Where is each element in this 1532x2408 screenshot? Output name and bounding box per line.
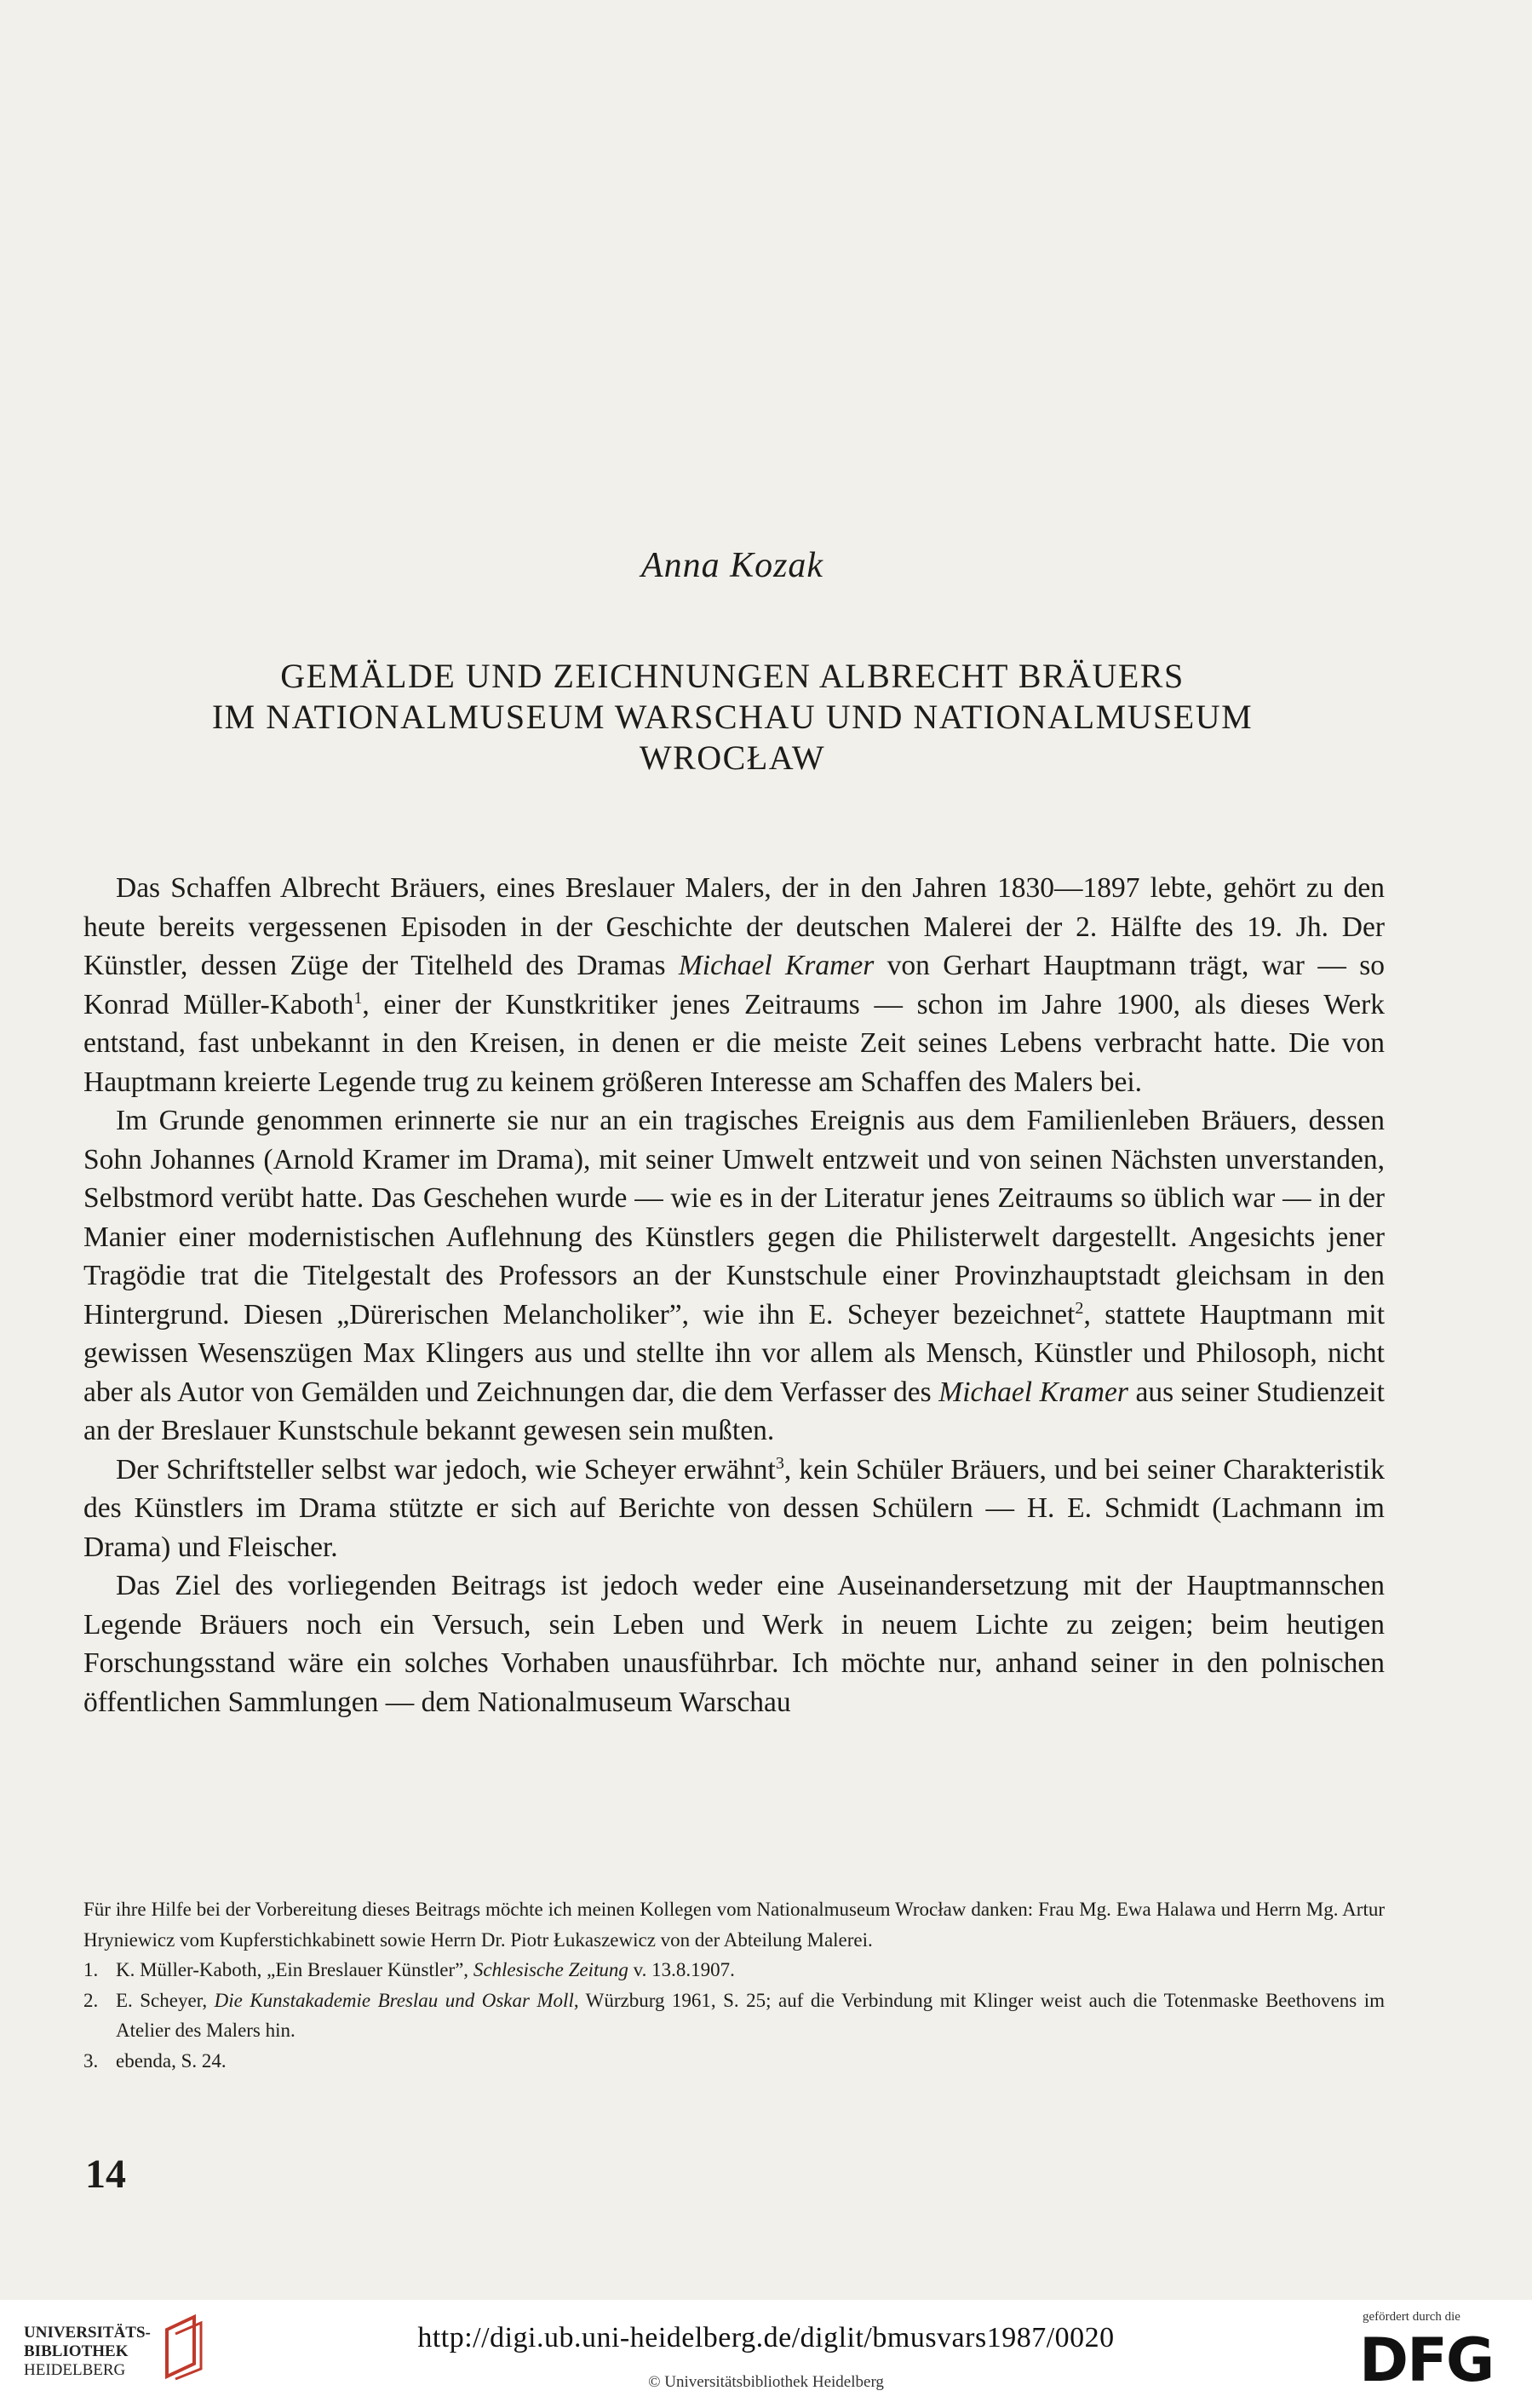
italic-title: Die Kunstakademie Breslau und Oskar Moll	[214, 1989, 574, 2011]
italic-title: Michael Kramer	[938, 1376, 1128, 1408]
permalink-url[interactable]: http://digi.ub.uni-heidelberg.de/diglit/bmusvars1987/0020	[417, 2322, 1115, 2353]
text-run: , einer der Kunstkritiker jenes Zeitraums — schon im Jahre 1900, als dieses Werk entstand, fast unbekannt in den Kreisen, in denen er die meiste Zeit seines Lebens verbracht hatte. Die von Hauptmann kreierte Legende trug zu keinem größeren Interesse am Schaffen des Malers bei.	[83, 988, 1385, 1098]
footnote-ref-1: 1	[353, 988, 363, 1008]
text-run: v. 13.8.1907.	[628, 1959, 735, 1980]
footnote-number: 1.	[83, 1959, 99, 1980]
text-run: Das Schaffen Albrecht Bräuers, eines Breslauer Malers, der in den Jahren 1830—1897 lebte, gehört zu den heute bereits vergessenen Episoden in der Geschichte der deutschen Malerei der 2. Hälfte des 19. Jh. Der Künstler, dessen Züge der Titelheld des Dramas	[83, 872, 1385, 981]
footnote-3	[83, 2046, 1385, 2077]
library-name-line: HEIDELBERG	[24, 2361, 126, 2379]
footnote-number: 3.	[83, 2049, 99, 2072]
acknowledgement-note: Für ihre Hilfe bei der Vorbereitung dieses Beitrags möchte ich meinen Kollegen vom Nationalmuseum Wrocław danken: Frau Mg. Ewa Halawa und Herrn Mg. Artur Hryniewicz vom Kupferstichkabinett sowie Herrn Dr. Piotr Łukaszewicz von der Abteilung Malerei.	[83, 1899, 1385, 1951]
footnote-number: 2.	[83, 1989, 99, 2011]
footnote-2	[83, 1986, 1385, 2046]
text-run: , Würzburg 1961, S. 25; auf die Verbindung mit Klinger weist auch die Totenmaske Beethovens im Atelier des Malers hin.	[116, 1989, 1385, 2041]
footnote-1	[83, 1955, 1385, 1986]
title-line-1: GEMÄLDE UND ZEICHNUNGEN ALBRECHT BRÄUERS	[280, 657, 1185, 695]
copyright-notice: © Universitätsbibliothek Heidelberg	[648, 2373, 884, 2391]
text-run: ebenda, S. 24.	[116, 2049, 227, 2072]
footnote-ref-2: 2	[1075, 1298, 1084, 1318]
funding-label: gefördert durch die	[1363, 2310, 1460, 2324]
article-title	[77, 656, 1388, 779]
title-line-2: IM NATIONALMUSEUM WARSCHAU UND NATIONALMUSEUM	[211, 698, 1254, 736]
italic-title: Michael Kramer	[678, 950, 875, 981]
paragraph-1	[83, 869, 1385, 1101]
library-name-line: UNIVERSITÄTS-	[24, 2324, 151, 2342]
author-name: Anna Kozak	[640, 546, 824, 585]
text-run: Im Grunde genommen erinnerte sie nur an ein tragisches Ereignis aus dem Familienleben Bräuers, dessen Sohn Johannes (Arnold Kramer im Drama), mit seiner Umwelt entzweit und von seinen Nächsten unverstanden, Selbstmord verübt hatte. Das Geschehen wurde — wie es in der Literatur jenes Zeitraums so üblich war — in der Manier einer modernistischen Auflehnung des Künstlers gegen die Philisterwelt dargestellt. Angesichts jener Tragödie trat die Titelgestalt des Professors an der Kunstschule einer Provinzhauptstadt gleichsam in den Hintergrund. Diesen „Dürerischen Melancholiker”, wie ihn E. Scheyer bezeichnet	[83, 1105, 1385, 1330]
text-run: , stattete Hauptmann mit gewissen Wesenszügen Max Klingers aus und stellte ihn vor allem als Mensch, Künstler und Philosoph, nicht aber als Autor von Gemälden und Zeichnungen dar, die dem Verfasser des	[83, 1298, 1385, 1408]
text-run: Der Schriftsteller selbst war jedoch, wie Scheyer erwähnt	[116, 1453, 776, 1486]
text-run: von Gerhart Hauptmann trägt, war — so Konrad Müller-Kaboth	[83, 950, 1385, 1020]
paragraph-3	[83, 1451, 1385, 1567]
article-body	[83, 869, 1385, 1721]
text-run: , kein Schüler Bräuers, und bei seiner Charakteristik des Künstlers im Drama stützte er sich auf Berichte von dessen Schülern — H. E. Schmidt (Lachmann im Drama) und Fleischer.	[83, 1453, 1385, 1563]
paragraph-4: Das Ziel des vorliegenden Beitrags ist jedoch weder eine Auseinandersetzung mit der Hauptmannschen Legende Bräuers noch ein Versuch, sein Leben und Werk in neuem Lichte zu zeigen; beim heutigen Forschungsstand wäre ein solches Vorhaben unausführbar. Ich möchte nur, anhand seiner in den polnischen öffentlichen Sammlungen — dem Nationalmuseum Warschau	[83, 1570, 1385, 1718]
footnotes	[83, 1894, 1385, 2076]
italic-title: Schlesische Zeitung	[473, 1959, 628, 1980]
title-line-3: WROCŁAW	[639, 738, 826, 777]
footnote-ref-3: 3	[775, 1453, 784, 1473]
text-run: E. Scheyer,	[116, 1989, 215, 2011]
text-run: K. Müller-Kaboth, „Ein Breslauer Künstler”,	[116, 1959, 473, 1980]
paragraph-2	[83, 1101, 1385, 1451]
dfg-logo: DFG	[1359, 2325, 1494, 2395]
text-run: aus seiner Studienzeit an der Breslauer Kunstschule bekannt gewesen sein mußten.	[83, 1376, 1385, 1446]
library-name-line: BIBLIOTHEK	[24, 2342, 129, 2360]
page-number: 14	[85, 2152, 126, 2197]
